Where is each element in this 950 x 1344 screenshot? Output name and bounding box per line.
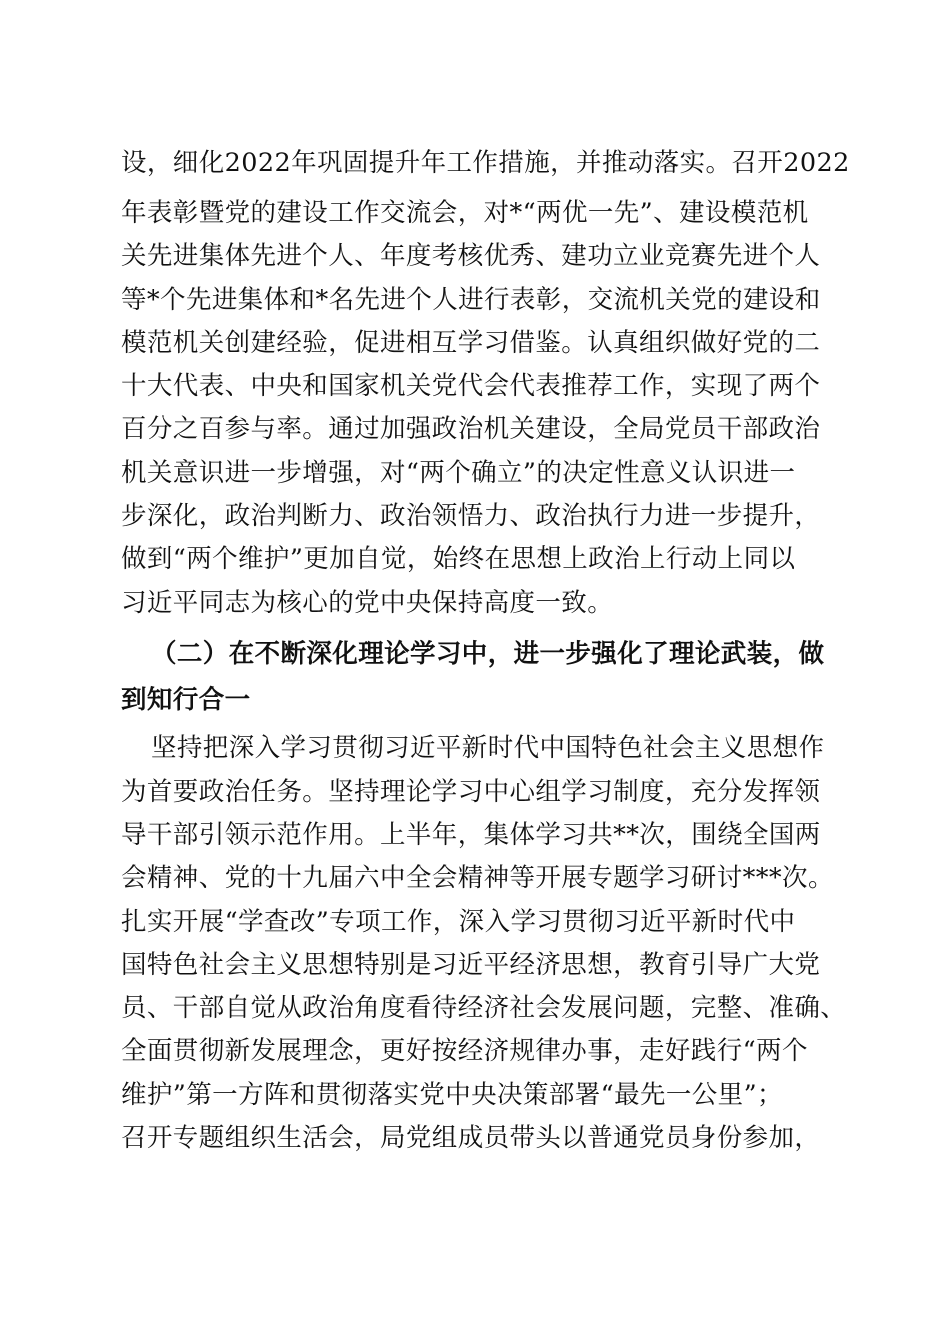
section-heading: 到知行合一: [121, 685, 251, 715]
paragraph-line: 设，细化2022年巩固提升年工作措施，并推动落实。召开2022: [121, 148, 850, 178]
paragraph-line: 步深化，政治判断力、政治领悟力、政治执行力进一步提升，: [121, 501, 821, 531]
paragraph-line: 导干部引领示范作用。上半年，集体学习共**次，围绕全国两: [121, 820, 821, 850]
paragraph-line: 等*个先进集体和*名先进个人进行表彰，交流机关党的建设和: [121, 285, 821, 315]
paragraph-line: 扎实开展“学查改”专项工作，深入学习贯彻习近平新时代中: [121, 907, 796, 937]
paragraph-line: 国特色社会主义思想特别是习近平经济思想，教育引导广大党: [121, 950, 821, 980]
paragraph-line: 召开专题组织生活会，局党组成员带头以普通党员身份参加，: [121, 1123, 821, 1153]
paragraph-line: 坚持把深入学习贯彻习近平新时代中国特色社会主义思想作: [151, 733, 825, 763]
paragraph-line: 模范机关创建经验，促进相互学习借鉴。认真组织做好党的二: [121, 328, 821, 358]
paragraph-line: 习近平同志为核心的党中央保持高度一致。: [121, 588, 614, 618]
paragraph-line: 关先进集体先进个人、年度考核优秀、建功立业竞赛先进个人: [121, 241, 821, 271]
paragraph-line: 维护”第一方阵和贯彻落实党中央决策部署“最先一公里”；: [121, 1080, 783, 1110]
paragraph-line: 十大代表、中央和国家机关党代会代表推荐工作，实现了两个: [121, 371, 821, 401]
paragraph-line: 机关意识进一步增强，对“两个确立”的决定性意义认识进一: [121, 458, 796, 488]
section-heading: （二）在不断深化理论学习中，进一步强化了理论武装，做: [151, 639, 825, 669]
paragraph-line: 做到“两个维护”更加自觉，始终在思想上政治上行动上同以: [121, 544, 796, 574]
paragraph-line: 为首要政治任务。坚持理论学习中心组学习制度，充分发挥领: [121, 777, 821, 807]
paragraph-line: 会精神、党的十九届六中全会精神等开展专题学习研讨***次。: [121, 863, 834, 893]
paragraph-line: 年表彰暨党的建设工作交流会，对*“两优一先”、建设模范机: [121, 198, 809, 228]
paragraph-line: 百分之百参与率。通过加强政治机关建设，全局党员干部政治: [121, 414, 821, 444]
paragraph-line: 全面贯彻新发展理念，更好按经济规律办事，走好践行“两个: [121, 1036, 808, 1066]
paragraph-line: 员、干部自觉从政治角度看待经济社会发展问题，完整、准确、: [121, 993, 847, 1023]
